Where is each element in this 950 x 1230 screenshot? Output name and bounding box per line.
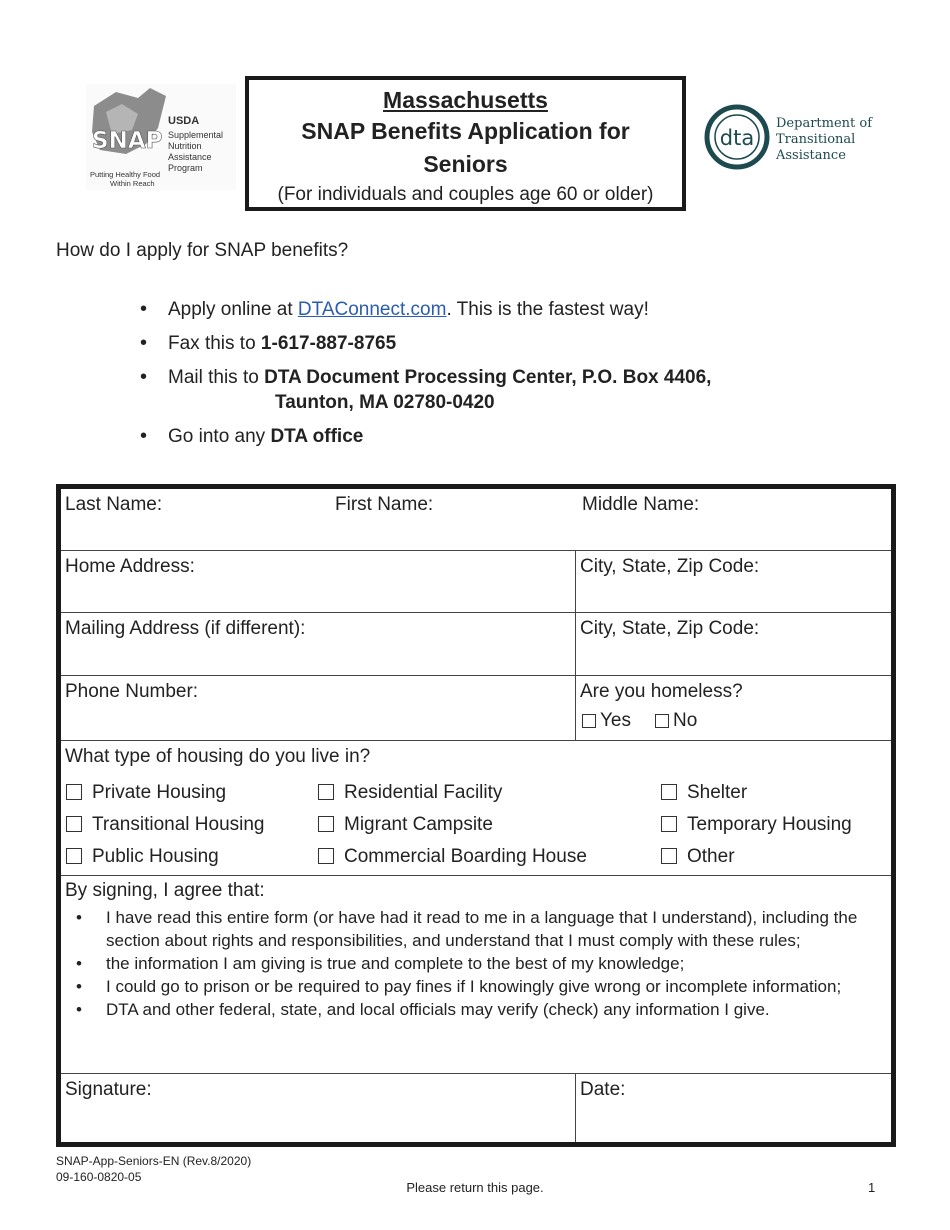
housing-option-temporary[interactable]: Temporary Housing — [661, 813, 852, 837]
page-subtitle: (For individuals and couples age 60 or older) — [277, 184, 654, 205]
agreement-item: • I have read this entire form (or have had it read to me in a language that I understand), including the section about rights and responsibilities, and understand that I must comply with these rules; — [71, 906, 879, 952]
homeless-yes-option[interactable]: Yes — [582, 710, 631, 732]
home-address-row — [61, 551, 891, 613]
agreement-item: • I could go to prison or be required to pay fines if I knowingly give wrong or incomplete information; — [71, 975, 879, 998]
svg-text:Assistance: Assistance — [168, 152, 212, 162]
mail-address-line1: DTA Document Processing Center, P.O. Box 4406, — [264, 367, 712, 388]
homeless-yes-checkbox[interactable] — [582, 714, 596, 728]
svg-text:USDA: USDA — [168, 115, 200, 127]
middle-name-field[interactable]: Middle Name: — [582, 494, 700, 515]
homeless-no-checkbox[interactable] — [655, 714, 669, 728]
date-field[interactable]: Date: — [575, 1074, 891, 1142]
office-item: • Go into any DTA office — [140, 424, 711, 449]
housing-option-private[interactable]: Private Housing — [66, 781, 226, 805]
return-note: Please return this page. — [406, 1180, 544, 1195]
form-id: SNAP-App-Seniors-EN (Rev.8/2020) 09-160-0820-05 — [56, 1154, 252, 1184]
housing-option-residential[interactable]: Residential Facility — [318, 781, 502, 805]
housing-option-shelter[interactable]: Shelter — [661, 781, 747, 805]
page-title: SNAP Benefits Application for Seniors — [301, 118, 630, 177]
housing-option-commercial[interactable]: Commercial Boarding House — [318, 845, 587, 869]
svg-text:Within Reach: Within Reach — [110, 179, 155, 188]
home-city-state-zip-field[interactable]: City, State, Zip Code: — [575, 551, 891, 612]
housing-row — [61, 741, 891, 876]
first-name-field[interactable]: First Name: — [335, 494, 434, 515]
apply-question: How do I apply for SNAP benefits? — [56, 240, 349, 261]
svg-text:Program: Program — [168, 163, 203, 173]
homeless-cell — [575, 676, 891, 740]
agreement-item: • the information I am giving is true and complete to the best of my knowledge; — [71, 952, 879, 975]
mailing-address-row — [61, 613, 891, 676]
name-row — [61, 489, 891, 551]
svg-text:Transitional: Transitional — [776, 132, 856, 147]
svg-text:Department of: Department of — [776, 116, 873, 131]
svg-text:Putting Healthy Food: Putting Healthy Food — [90, 170, 161, 179]
housing-option-public[interactable]: Public Housing — [66, 845, 219, 869]
housing-question: What type of housing do you live in? — [65, 746, 371, 767]
mailing-city-state-zip-field[interactable]: City, State, Zip Code: — [575, 613, 891, 675]
signature-row — [61, 1074, 891, 1142]
phone-number-field[interactable]: Phone Number: — [65, 681, 199, 702]
housing-option-migrant[interactable]: Migrant Campsite — [318, 813, 493, 837]
svg-text:Nutrition: Nutrition — [168, 141, 202, 151]
homeless-question: Are you homeless? — [580, 681, 743, 702]
phone-row — [61, 676, 891, 741]
agreement-row — [61, 876, 891, 1074]
application-form — [56, 484, 896, 1147]
home-address-field[interactable]: Home Address: — [65, 556, 195, 577]
mailing-address-field[interactable]: Mailing Address (if different): — [65, 618, 306, 639]
fax-item: • Fax this to 1-617-887-8765 — [140, 331, 711, 356]
svg-text:Assistance: Assistance — [776, 148, 846, 163]
apply-methods-list — [140, 297, 711, 458]
mail-item: • Mail this to DTA Document Processing Center, P.O. Box 4406, Taunton, MA 02780-0420 — [140, 365, 711, 415]
snap-logo — [86, 84, 236, 190]
svg-text:dta: dta — [719, 126, 755, 150]
dta-logo — [700, 104, 890, 170]
last-name-field[interactable]: Last Name: — [65, 494, 163, 515]
page-number: 1 — [868, 1180, 876, 1195]
housing-option-other[interactable]: Other — [661, 845, 735, 869]
agreement-item: • DTA and other federal, state, and local officials may verify (check) any information I give. — [71, 998, 879, 1021]
housing-option-transitional[interactable]: Transitional Housing — [66, 813, 265, 837]
signature-field[interactable]: Signature: — [65, 1079, 152, 1100]
title-box — [245, 76, 686, 211]
agreement-title: By signing, I agree that: — [65, 880, 265, 901]
agreement-list — [71, 906, 879, 1021]
mail-address-line2: Taunton, MA 02780-0420 — [275, 392, 495, 413]
apply-online-item: • Apply online at DTAConnect.com. This is the fastest way! — [140, 297, 711, 322]
fax-number: 1-617-887-8765 — [260, 333, 397, 354]
dtaconnect-link[interactable]: DTAConnect.com — [297, 299, 447, 320]
homeless-no-option[interactable]: No — [655, 710, 697, 732]
title-state: Massachusetts — [383, 87, 548, 113]
svg-text:SNAP: SNAP — [92, 128, 163, 154]
svg-text:Supplemental: Supplemental — [168, 130, 224, 140]
